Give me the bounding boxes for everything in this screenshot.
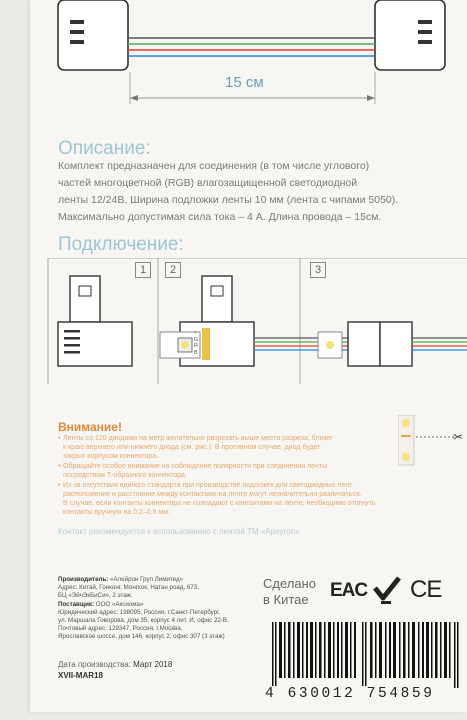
made-in-label: Сделано в Китае — [263, 576, 316, 607]
warning-item: • Ленты со 120 диодами на метр желательно разрезать выше места разреза, ближе к краю верхнего или нижнего диода (см. рис.). В противном случае, диод будет закрыт корпусом коннектора. — [58, 435, 333, 460]
pin-plus: + — [194, 330, 198, 336]
supplier-label: Поставщик: — [58, 600, 95, 608]
step-number-2: 2 — [165, 262, 181, 278]
producer-info — [58, 576, 258, 642]
barcode — [270, 622, 467, 688]
step-number-1: 1 — [135, 262, 151, 278]
pin-b: B — [194, 349, 198, 356]
supplier-name: ООО «Аксиома» — [95, 600, 144, 608]
description-text: Комплект предназначен для соединения (в том числе углового) частей многоцветной (RGB) влагозащищенной светодиодной ленты 12/24В. Ширина подложки ленты 10 мм (лента с чипами 5050). Максимально допустимая сила тока – 4 А. Длина провода – 15см. — [58, 160, 399, 223]
pin-r: R — [194, 343, 198, 349]
warning-item: • Из-за отсутствия единого стандарта при производстве подложек для светодиодных лент расположение и расстояние между контактами на ленте могут незначительно различаться. В случае, если контакты коннектора не совпадают с контактами на ленте, необходимо отогнуть контакты вручную на 0,2–0,5 мм. — [58, 482, 376, 516]
production-label: Дата производства: — [58, 660, 131, 669]
production-date-value: Март 2018 — [133, 660, 173, 669]
recommendation-text: Контакт рекомендуется к использованию с лентой ТМ «Apeyron» — [58, 527, 300, 536]
ce-mark: CE — [410, 576, 442, 603]
pin-labels — [194, 330, 198, 356]
step-number-3: 3 — [310, 262, 326, 278]
producer-address: Адрес: Китай, Гонконг, Монгкок, Натан роад, 673, БЦ «ЭйчЭкБиСи», 2 этаж. — [58, 584, 199, 600]
description-heading: Описание: — [58, 138, 151, 159]
recycle-check-icon — [372, 574, 402, 606]
warning-title: Внимание! — [58, 420, 122, 434]
cut-illustration — [398, 415, 467, 467]
producer-label: Производитель: — [58, 576, 109, 583]
warning-item: • Обращайте особое внимание на соблюдение полярности при соединении ленты посредством Т-образного коннектора. — [58, 463, 328, 479]
connection-heading: Подключение: — [58, 234, 184, 255]
barcode-digits: 4 630012 754859 — [265, 686, 435, 702]
dimension-label: 15 см — [225, 74, 264, 91]
eac-mark: EAC — [330, 580, 368, 601]
connection-diagram — [30, 258, 467, 384]
svg-text:✂: ✂ — [453, 430, 464, 444]
wire-diagram — [30, 0, 467, 110]
supplier-address: Юридический адрес: 198095, Россия, г.Санкт-Петербург, ул. Маршала Говорова, дом 35, корпус 4 лит. И, офис 22-В. Почтовый адрес: 129347, Россия, г.Москва, Ярославское шоссе, дом 146, корпус 2, офис 307 (3 этаж) — [58, 608, 229, 641]
production-date — [58, 660, 172, 669]
package-card — [30, 0, 467, 712]
batch-number: XVII-MAR18 — [58, 671, 103, 680]
producer-name: «Алейрон Груп Лимитед» — [110, 576, 184, 583]
pin-g: G — [194, 336, 199, 343]
